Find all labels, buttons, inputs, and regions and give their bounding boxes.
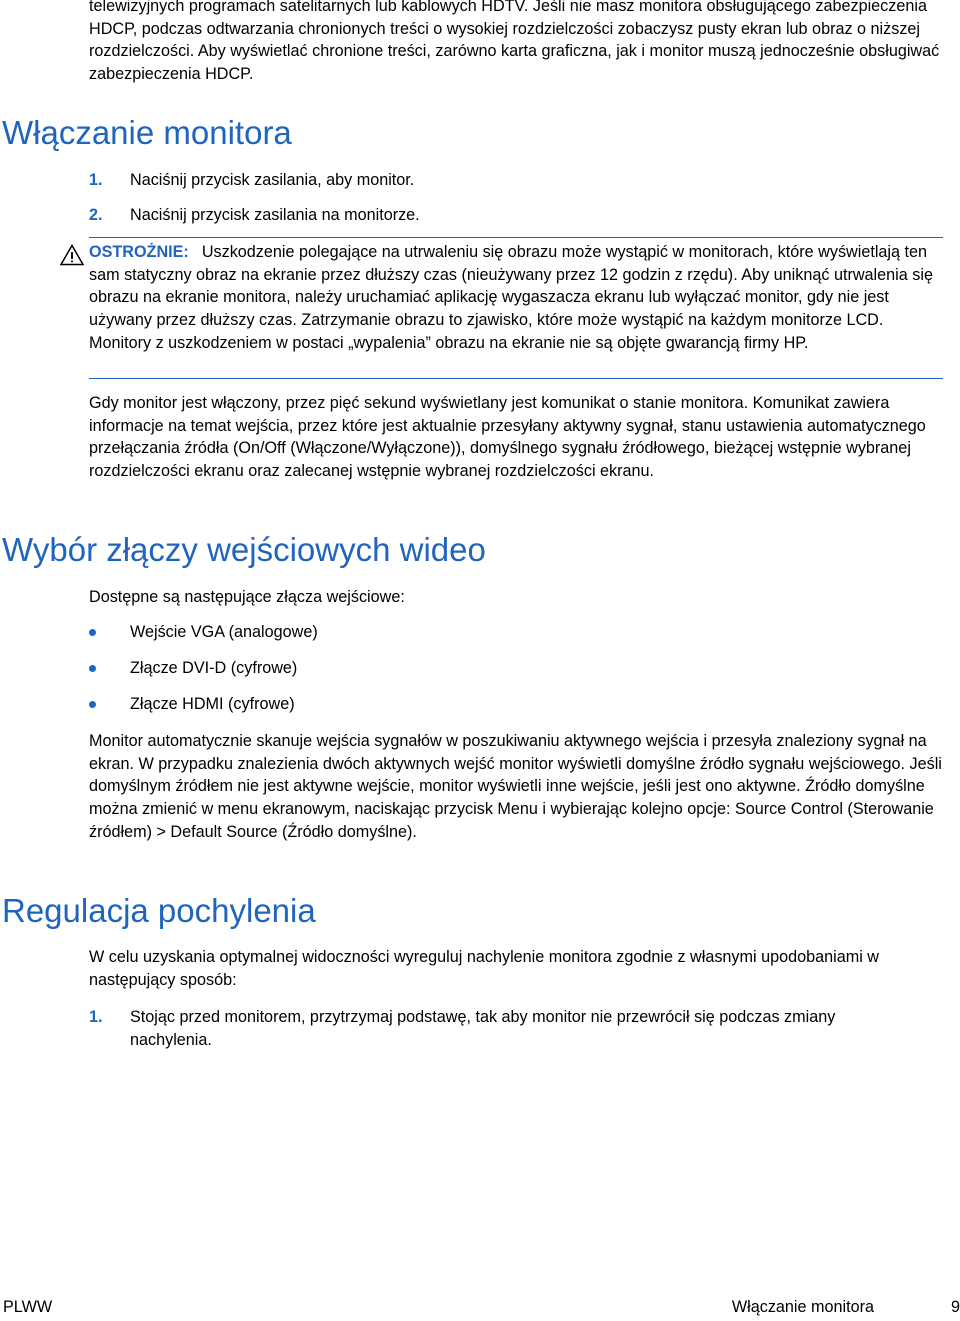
list-item-text: Wejście VGA (analogowe) [130, 623, 318, 641]
connectors-intro [89, 586, 949, 609]
bullet-dot-icon [89, 701, 96, 708]
tilt-intro [89, 946, 949, 991]
input-scan-text: Monitor automatycznie skanuje wejścia sygnałów w poszukiwaniu aktywnego wejścia i przesyła znaleziony sygnał na ekran. W przypadku znalezienia dwóch aktywnych wejść monitor wyświetli domyślne źródło sygnału wejściowego. Jeśli domyślnym źródłem nie jest aktywne wejście, monitor wyświetli inne wejście, jeśli jest ono aktywne. Źródło domyślne można zmienić w menu ekranowym, naciskając przycisk Menu i wybierając kolejno opcje: Source Control (Sterowanie źródłem) > Default Source (Źródło domyślne). [89, 732, 942, 841]
caution-top-rule [89, 237, 943, 238]
monitor-status-text: Gdy monitor jest włączony, przez pięć sekund wyświetlany jest komunikat o stanie monitora. Komunikat zawiera informacje na temat wejścia, przez które jest aktualnie przesyłany aktywny sygnał, stanu ustawienia automatycznego przełączania źródła (On/Off (Włączone/Wyłączone)), domyślnego sygnału źródłowego, bieżącej wstępnie wybranej rozdzielczości ekranu oraz zalecanej wstępnie wybranej rozdzielczości ekranu. [89, 394, 926, 481]
bullet-dot-icon [89, 629, 96, 636]
tilt-intro-text: W celu uzyskania optymalnej widoczności wyreguluj nachylenie monitora zgodnie z własnymi upodobaniami w następujący sposób: [89, 948, 879, 989]
step-1 [89, 169, 909, 192]
warning-triangle-icon [60, 244, 84, 266]
footer-section-title: Włączanie monitora [731, 1298, 874, 1316]
tilt-step-1 [89, 1006, 909, 1051]
section-heading-regulacja-pochylenia: Regulacja pochylenia [2, 892, 316, 929]
caution-label: OSTROŻNIE: [89, 243, 189, 261]
footer-left-label: PLWW [3, 1298, 53, 1316]
step-number: 1. [89, 1008, 103, 1026]
connectors-intro-text: Dostępne są następujące złącza wejściowe: [89, 588, 405, 606]
list-item [89, 693, 909, 729]
step-text: Naciśnij przycisk zasilania, aby monitor. [130, 171, 415, 189]
step-number: 1. [89, 171, 103, 189]
step-text: Naciśnij przycisk zasilania na monitorze. [130, 206, 420, 224]
intro-paragraph [89, 0, 949, 86]
caution-text: Uszkodzenie polegające na utrwaleniu się obrazu może wystąpić w monitorach, które wyświetlają ten sam statyczny obraz na ekranie przez dłuższy czas (nieużywany przez 12 godzin z rzędu). Aby uniknąć utrwalenia się obrazu na ekranie monitora, należy uruchamiać aplikację wygaszacza ekranu lub wyłączać monitor, gdy nie jest używany przez dłuższy czas. Zatrzymanie obrazu to zjawisko, które może wystąpić na każdym monitorze LCD. Monitory z uszkodzeniem w postaci „wypalenia” obrazu na ekranie nie są objęte gwarancją firmy HP. [89, 243, 933, 352]
intro-paragraph-text: telewizyjnych programach satelitarnych lub kablowych HDTV. Jeśli nie masz monitora obsługującego zabezpieczenia HDCP, podczas odtwarzania chronionych treści o wysokiej rozdzielczości zobaczysz pusty ekran lub obraz o niższej rozdzielczości. Aby wyświetlać chronione treści, zarówno karta graficzna, jak i monitor muszą jednocześnie obsługiwać zabezpieczenia HDCP. [89, 0, 940, 84]
list-item-text: Złącze HDMI (cyfrowe) [130, 695, 295, 713]
list-item [89, 657, 909, 693]
section-heading-wlaczanie-monitora: Włączanie monitora [2, 114, 292, 151]
step-number: 2. [89, 206, 103, 224]
connectors-list [89, 621, 909, 729]
monitor-status-paragraph [89, 392, 949, 483]
caution-bottom-rule [89, 378, 943, 379]
list-item [89, 621, 909, 657]
list-item-text: Złącze DVI-D (cyfrowe) [130, 659, 298, 677]
bullet-dot-icon [89, 665, 96, 672]
step-2 [89, 204, 909, 227]
footer-page-number: 9 [950, 1298, 960, 1316]
caution-block [89, 241, 943, 355]
step-text: Stojąc przed monitorem, przytrzymaj podstawę, tak aby monitor nie przewrócił się podczas zmiany nachylenia. [130, 1008, 836, 1049]
input-scan-paragraph [89, 730, 949, 844]
section-heading-wybor-zlaczy: Wybór złączy wejściowych wideo [2, 531, 486, 568]
